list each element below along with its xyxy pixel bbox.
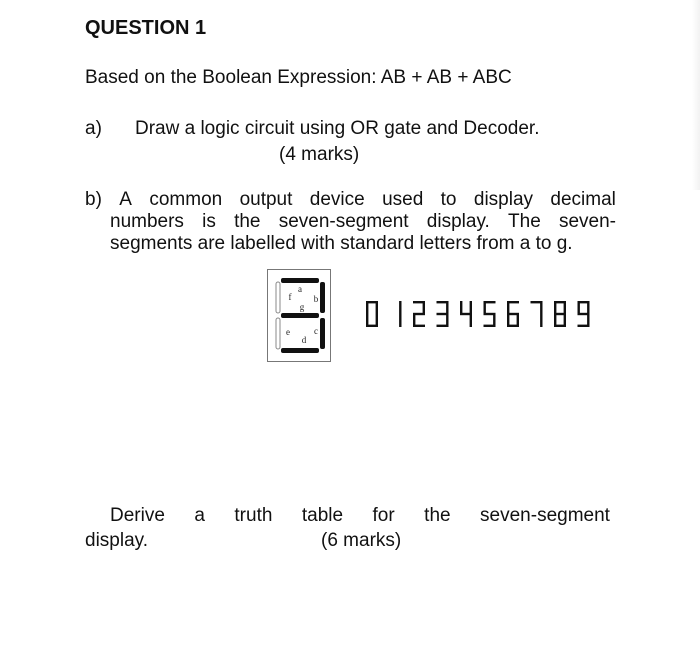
word: used: [382, 189, 424, 210]
digit-1-segment-b: [399, 301, 401, 314]
part-b-label: b): [85, 189, 102, 210]
digit-3: [437, 301, 449, 327]
digit-9: [578, 301, 590, 327]
part-b-derive-line-1: [110, 505, 610, 527]
word: a: [194, 505, 205, 526]
digit-6-segment-d: [507, 325, 519, 327]
digit-0: [366, 301, 378, 327]
digit-5-segment-f: [484, 301, 486, 314]
segment-label-f: f: [288, 292, 292, 302]
digit-5-segment-d: [484, 325, 496, 327]
digit-9-segment-b: [587, 301, 589, 314]
word: seven-segment: [480, 505, 610, 526]
digit-8-segment-e: [554, 314, 556, 327]
segment-label-b: b: [313, 294, 319, 304]
digit-2: [413, 301, 425, 327]
seven-segment-digits: [364, 299, 594, 329]
word: the: [234, 211, 261, 232]
boolean-expression-text: Based on the Boolean Expression: AB + AB + ABC: [85, 67, 512, 88]
digit-3-segment-d: [437, 325, 449, 327]
part-a-marks: (4 marks): [279, 144, 360, 165]
digit-9-segment-g: [578, 313, 590, 315]
word: common: [149, 189, 223, 210]
word: Derive: [110, 505, 165, 526]
digit-4: [460, 301, 472, 327]
segment-label-c: c: [314, 326, 318, 336]
digit-5: [484, 301, 496, 327]
word: seven-segment: [278, 211, 409, 232]
part-a-text: Draw a logic circuit using OR gate and Decoder.: [135, 118, 540, 139]
segment-f: [276, 282, 280, 313]
word: display.: [426, 211, 490, 232]
question-title: QUESTION 1: [85, 17, 207, 39]
word: seven-: [558, 211, 616, 232]
part-b-marks: (6 marks): [321, 530, 402, 551]
segment-label-d: d: [301, 335, 307, 345]
digit-6: [507, 301, 519, 327]
digit-2-segment-d: [413, 325, 425, 327]
digit-4-segment-b: [470, 301, 472, 314]
word: table: [301, 505, 344, 526]
segment-e: [276, 318, 280, 349]
word: device: [309, 189, 365, 210]
segment-label-e: e: [286, 327, 290, 337]
word: decimal: [550, 189, 616, 210]
digit-7-segment-c: [540, 314, 542, 327]
digit-1-segment-c: [399, 314, 401, 327]
segment-label-a: a: [298, 284, 302, 294]
digit-3-segment-b: [446, 301, 448, 314]
digit-8-segment-g: [554, 313, 566, 315]
part-b-derive-line-2: display.: [85, 530, 149, 551]
digit-4-segment-c: [470, 314, 472, 327]
digit-2-segment-b: [423, 301, 425, 314]
word: A: [119, 189, 132, 210]
digit-0-segment-b: [376, 301, 378, 314]
segment-c: [320, 318, 325, 349]
word: the: [424, 505, 451, 526]
digit-9-segment-d: [578, 325, 590, 327]
digit-6-segment-f: [507, 301, 509, 314]
word: output: [239, 189, 293, 210]
page-edge-shadow: [692, 0, 700, 190]
digit-0-segment-e: [366, 314, 368, 327]
part-a-label: a): [85, 118, 102, 139]
segment-b: [320, 282, 325, 313]
digit-7: [531, 301, 543, 327]
segment-d: [281, 348, 319, 353]
word: The: [508, 211, 541, 232]
word: to: [440, 189, 457, 210]
digit-8: [554, 301, 566, 327]
seven-segment-diagram: [267, 269, 331, 362]
digit-4-segment-f: [460, 301, 462, 314]
digit-0-segment-f: [366, 301, 368, 314]
segment-label-g: g: [299, 302, 305, 312]
segment-g: [281, 313, 319, 318]
digit-7-segment-b: [540, 301, 542, 314]
word: truth: [234, 505, 273, 526]
part-b-line-3: segments are labelled with standard letters from a to g.: [110, 233, 573, 254]
part-b-line-2: [110, 211, 616, 233]
digit-8-segment-f: [554, 301, 556, 314]
word: display: [473, 189, 534, 210]
word: numbers: [110, 211, 184, 232]
word: is: [202, 211, 216, 232]
part-b-line-1: [85, 189, 616, 211]
digit-1: [399, 301, 401, 327]
digit-9-segment-f: [578, 301, 580, 314]
segment-a: [281, 278, 319, 283]
word: for: [372, 505, 395, 526]
digit-8-segment-b: [564, 301, 566, 314]
